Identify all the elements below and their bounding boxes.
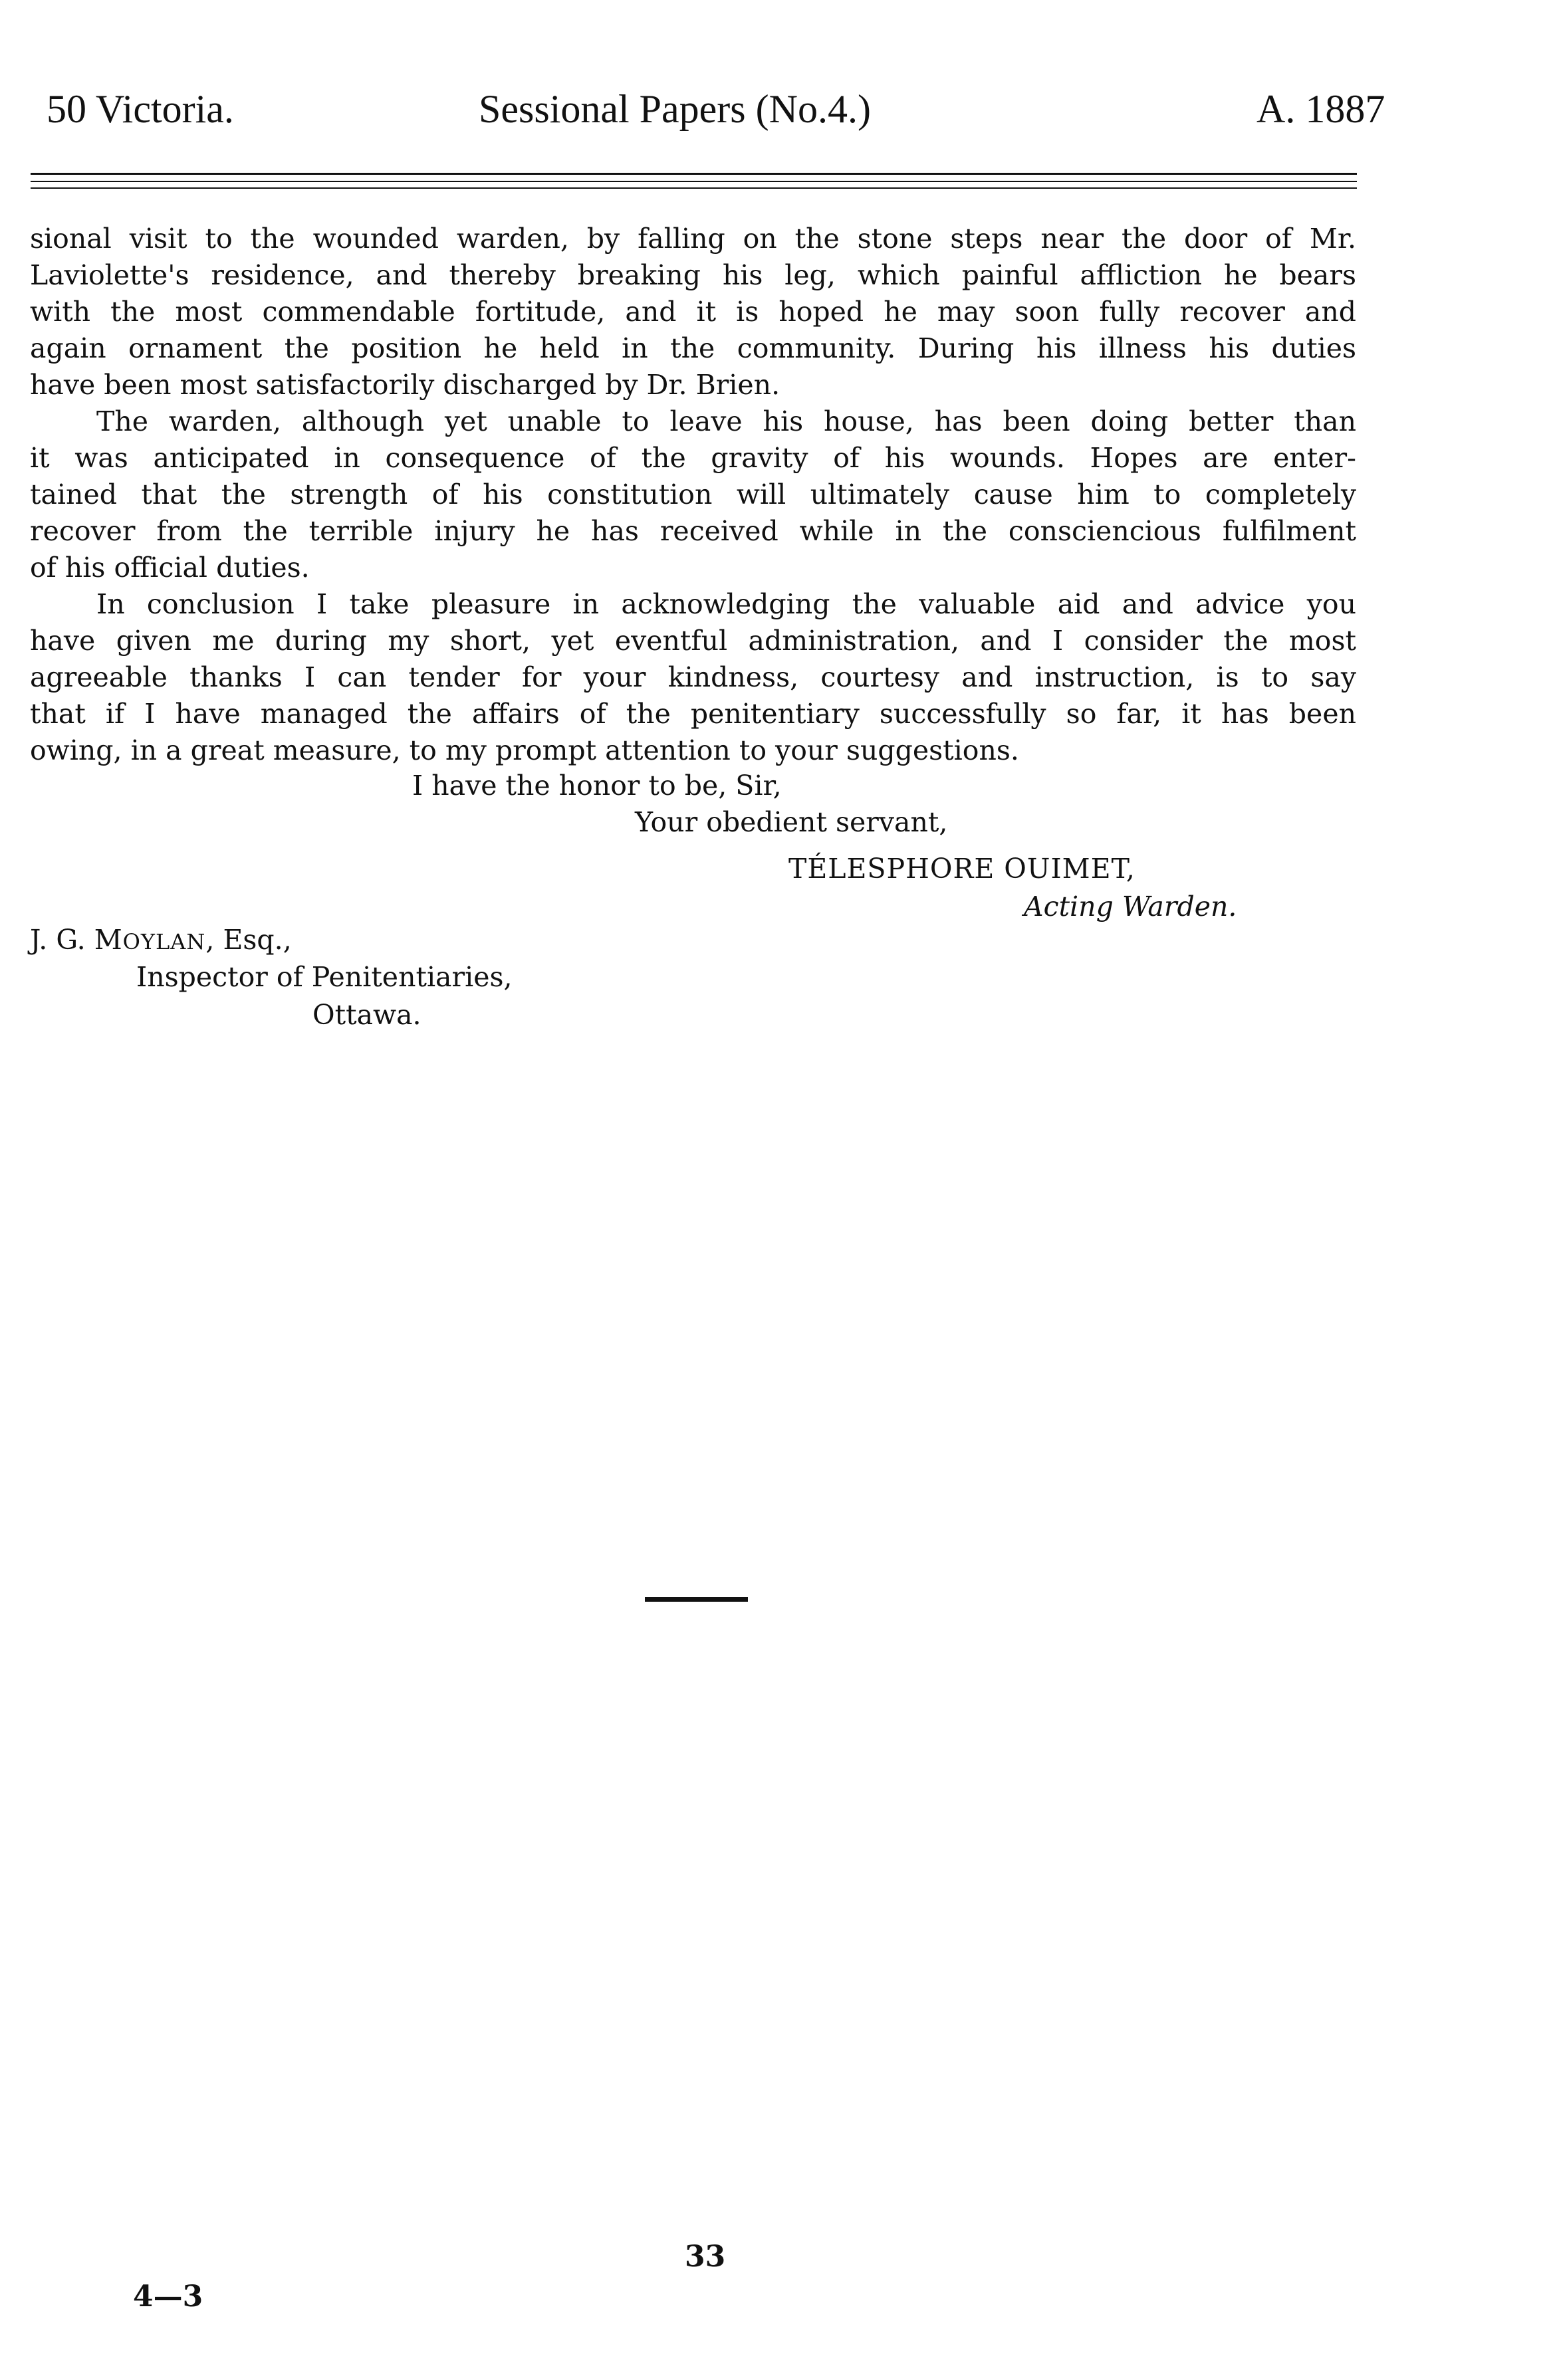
header-rule xyxy=(31,181,1357,182)
text-line: owing, in a great measure, to my prompt attention to your suggestions. xyxy=(30,734,1019,766)
signer-title: Acting Warden. xyxy=(1024,891,1237,922)
closing-salutation: I have the honor to be, Sir, xyxy=(412,770,782,802)
closing-servant: Your obedient servant, xyxy=(635,806,948,838)
text-line: that if I have managed the affairs of the penitentiary successfully so far, it has been xyxy=(30,698,1356,730)
text-line: have been most satisfactorily discharged by Dr. Brien. xyxy=(30,369,780,401)
text-line: sional visit to the wounded warden, by falling on the stone steps near the door of Mr. xyxy=(30,223,1356,255)
letter-body xyxy=(30,221,1356,769)
text-line: Laviolette's residence, and thereby breaking his leg, which painful affliction he bears xyxy=(30,259,1356,291)
text-line: again ornament the position he held in the community. During his illness his duties xyxy=(30,332,1356,364)
text-line: it was anticipated in consequence of the gravity of his wounds. Hopes are enter- xyxy=(30,442,1356,474)
signer-name: TÉLESPHORE OUIMET, xyxy=(788,853,1135,885)
text-line: tained that the strength of his constitution will ultimately cause him to completely xyxy=(30,479,1356,510)
addressee-suffix: , Esq., xyxy=(205,924,292,956)
addressee-role: Inspector of Penitentiaries, xyxy=(136,961,513,993)
text-line: have given me during my short, yet eventful administration, and I consider the most xyxy=(30,625,1356,657)
header-rule xyxy=(31,187,1357,189)
section-end-rule xyxy=(645,1597,748,1602)
text-line: The warden, although yet unable to leave his house, has been doing better than xyxy=(96,405,1356,437)
header-series: Sessional Papers (No.4.) xyxy=(479,87,871,131)
addressee-name xyxy=(30,924,292,956)
addressee-initials: J. G. xyxy=(30,924,94,956)
sheet-signature: 4—3 xyxy=(133,2280,203,2314)
header-year: A. 1887 xyxy=(1256,87,1385,131)
addressee-surname: MOYLAN xyxy=(94,924,206,956)
text-line: recover from the terrible injury he has received while in the consciencious fulfilment xyxy=(30,515,1356,547)
text-line: with the most commendable fortitude, and it is hoped he may soon fully recover and xyxy=(30,296,1356,328)
header-volume: 50 Victoria. xyxy=(47,87,234,131)
header-rule xyxy=(31,173,1357,175)
text-line: of his official duties. xyxy=(30,552,310,584)
page-number: 33 xyxy=(685,2240,726,2274)
text-line: agreeable thanks I can tender for your kindness, courtesy and instruction, is to say xyxy=(30,661,1356,693)
text-line: In conclusion I take pleasure in acknowledging the valuable aid and advice you xyxy=(96,588,1356,620)
addressee-city: Ottawa. xyxy=(312,999,421,1031)
